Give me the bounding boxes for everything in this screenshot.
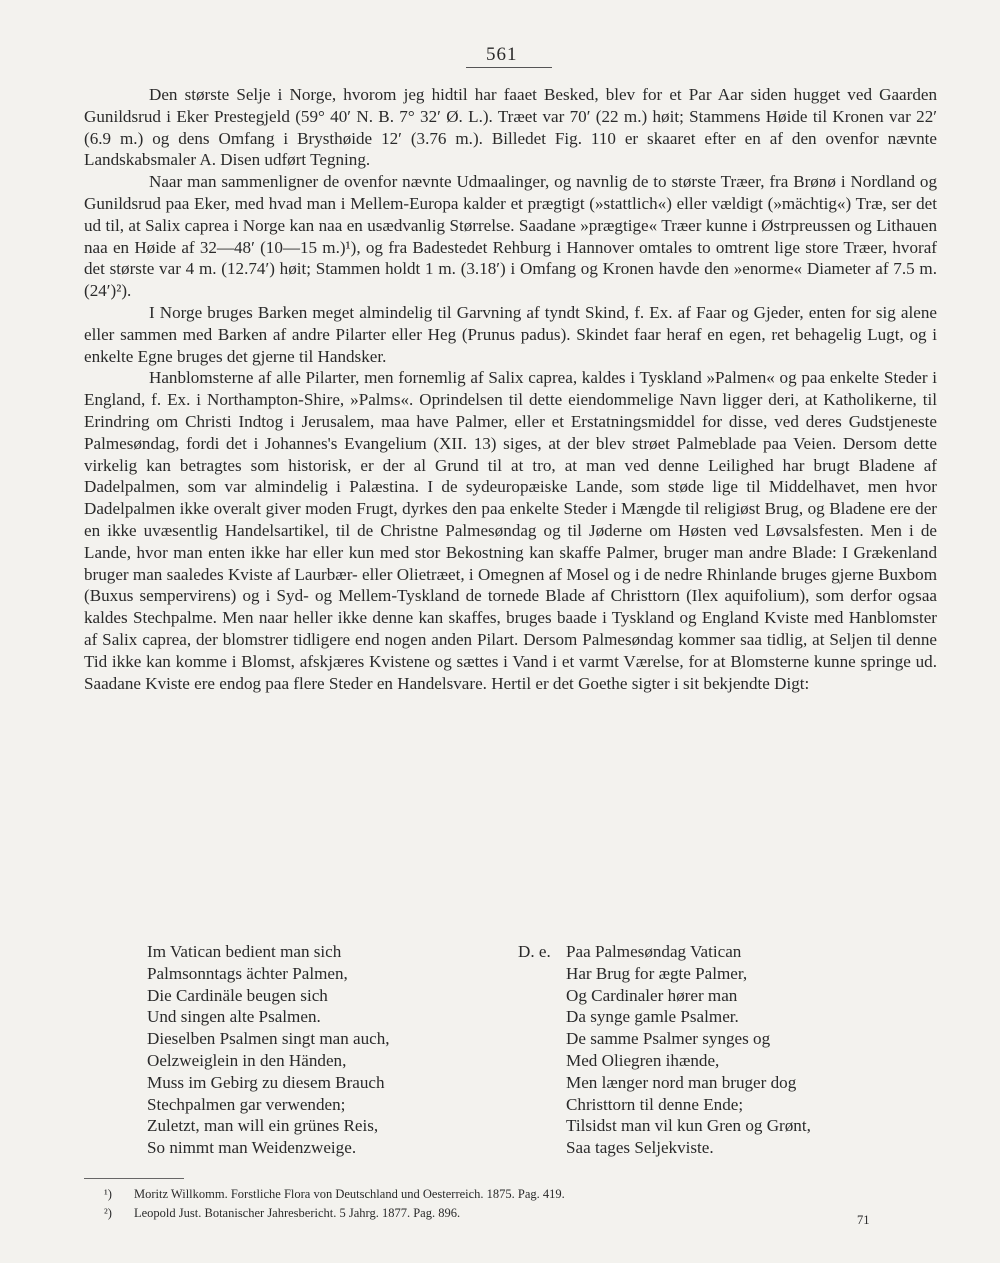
footnote-2 — [104, 1204, 864, 1223]
paragraph-2: Naar man sammenligner de ovenfor nævnte Udmaalinger, og navnlig de to største Træer, fra Brønø i Nordland og Gunildsrud paa Eker, med hvad man i Mellem-Europa kalder et prægtigt (»stattlich«) eller vældigt (»mächtig«) Træ, ser det ud til, at Salix caprea i Norge kan naa en usædvanlig Størrelse. Saadane »prægtige« Træer kunne i Østrpreussen og Lithauen naa en Høide af 32—48′ (10—15 m.)¹), og fra Badestedet Rehburg i Hannover omtales to omtrent lige store Træer, hvoraf det største var 4 m. (12.74′) høit; Stammen holdt 1 m. (3.18′) i Omfang og Kronen havde den »enorme« Diameter af 7.5 m. (24′)²). — [84, 172, 937, 301]
body-text — [84, 84, 937, 694]
poem-german-line: Die Cardinäle beugen sich — [147, 985, 328, 1005]
poem-norwegian-line: Tilsidst man vil kun Gren og Grønt, — [566, 1116, 811, 1136]
poem-norwegian-line: De samme Psalmer synges og — [566, 1029, 771, 1049]
poem-norwegian-line: Har Brug for ægte Palmer, — [566, 963, 748, 983]
paragraph-4: Hanblomsterne af alle Pilarter, men fornemlig af Salix caprea, kaldes i Tyskland »Palmen« og paa enkelte Steder i England, f. Ex. i Northampton-Shire, »Palms«. Oprindelsen til dette eiendommelige Navn ligger deri, at Katholikerne, til Erindring om Christi Indtog i Jerusalem, maa have Palmer, eller et Erstatningsmiddel for disse, ved deres Gudstjeneste Palmesøndag, fordi det i Johannes's Evangelium (XII. 13) siges, at der blev strøet Palmeblade paa Veien. Dersom dette virkelig kan betragtes som historisk, er der al Grund til at tro, at man ved denne Leilighed har brugt Bladene af Dadelpalmen, som var almindelig i Palæstina. I de sydeuropæiske Lande, som støde lige til Middelhavet, men hvor Dadelpalmen ikke overalt giver moden Frugt, dyrkes den paa enkelte Steder i Mængde til religiøst Brug, og Bladene ere der en ikke uvæsentlig Handelsartikel, til de Christne Palmesøndag og til Jøderne om Høsten ved Løvsalsfesten. Men i de Lande, hvor man enten ikke har eller kun med stor Bekostning kan skaffe Palmer, bruger man andre Blade: I Grækenland bruger man saaledes Kviste af Laurbær- eller Olietræet, i Omegnen af Mosel og i de nedre Rhinlande bruges gjerne Buxbom (Buxus sempervirens) og i Syd- og Mellem-Tyskland de tornede Blade af Christtorn (Ilex aquifolium), som derfor ogsaa kaldes Stechpalme. Men naar heller ikke denne kan skaffes, bruges baade i Tyskland og England Kviste med Hanblomster af Salix caprea, der blomstrer tidligere end nogen anden Pilart. Dersom Palmesøndag kommer saa tidlig, at Seljen til denne Tid ikke kan komme i Blomst, afskjæres Kvistene og sættes i Vand i et varmt Værelse, for at Blomsterne kunne springe ud. Saadane Kviste ere endog paa flere Steder en Handelsvare. Hertil er det Goethe sigter i sit bekjendte Digt: — [84, 368, 937, 693]
poem-translation-label: D. e. — [518, 942, 551, 961]
paragraph-1: Den største Selje i Norge, hvorom jeg hidtil har faaet Besked, blev for et Par Aar siden hugget ved Gaarden Gunildsrud i Eker Prestegjeld (59° 40′ N. B. 7° 32′ Ø. L.). Træet var 70′ (22 m.) høit; Stammens Høide til Kronen var 22′ (6.9 m.) og dens Omfang i Brysthøide 12′ (3.76 m.). Billedet Fig. 110 er skaaret efter en af den ovenfor nævnte Landskabsmaler A. Disen udført Tegning. — [84, 85, 937, 170]
poem-german-line: Und singen alte Psalmen. — [147, 1007, 321, 1027]
poem-norwegian-line: Paa Palmesøndag Vatican — [566, 942, 742, 961]
poem-norwegian-line: Christtorn til denne Ende; — [566, 1094, 744, 1114]
poem-norwegian — [566, 941, 926, 1159]
poem-norwegian-line: Med Oliegren ihænde, — [566, 1050, 720, 1070]
poem-german-line: So nimmt man Weidenzweige. — [147, 1138, 357, 1158]
footnote-1 — [104, 1185, 864, 1204]
poem-german-line: Muss im Gebirg zu diesem Brauch — [147, 1072, 385, 1092]
poem-german-line: Im Vatican bedient man sich — [147, 942, 342, 961]
poem-german-line: Stechpalmen gar verwenden; — [147, 1094, 346, 1114]
footnote-rule — [84, 1178, 184, 1179]
page-number: 561 — [486, 44, 518, 65]
poem-norwegian-line: Men længer nord man bruger dog — [566, 1072, 797, 1092]
signature-mark: 71 — [857, 1213, 870, 1227]
poem-german-line: Oelzweiglein in den Händen, — [147, 1050, 347, 1070]
footnotes — [104, 1185, 864, 1223]
poem-norwegian-line: Da synge gamle Psalmer. — [566, 1007, 739, 1027]
paragraph-3: I Norge bruges Barken meget almindelig til Garvning af tyndt Skind, f. Ex. af Faar og Gjeder, enten for sig alene eller sammen med Barken af andre Pilarter eller Heg (Prunus padus). Skindet faar heraf en egen, ret behagelig Lugt, og i enkelte Egne bruges det gjerne til Handsker. — [84, 302, 937, 366]
poem-german-line: Zuletzt, man will ein grünes Reis, — [147, 1116, 379, 1136]
poem-german — [147, 941, 477, 1159]
page-number-rule — [466, 67, 552, 68]
footnote-mark: ¹) — [104, 1187, 112, 1201]
poem-german-line: Dieselben Psalmen singt man auch, — [147, 1029, 390, 1049]
poem-german-line: Palmsonntags ächter Palmen, — [147, 963, 348, 983]
footnote-text: Leopold Just. Botanischer Jahresbericht. 5 Jahrg. 1877. Pag. 896. — [134, 1206, 461, 1220]
poem-norwegian-line: Og Cardinaler hører man — [566, 985, 738, 1005]
footnote-mark: ²) — [104, 1206, 112, 1220]
footnote-text: Moritz Willkomm. Forstliche Flora von Deutschland und Oesterreich. 1875. Pag. 419. — [134, 1187, 565, 1201]
poem-norwegian-line: Saa tages Seljekviste. — [566, 1138, 714, 1158]
